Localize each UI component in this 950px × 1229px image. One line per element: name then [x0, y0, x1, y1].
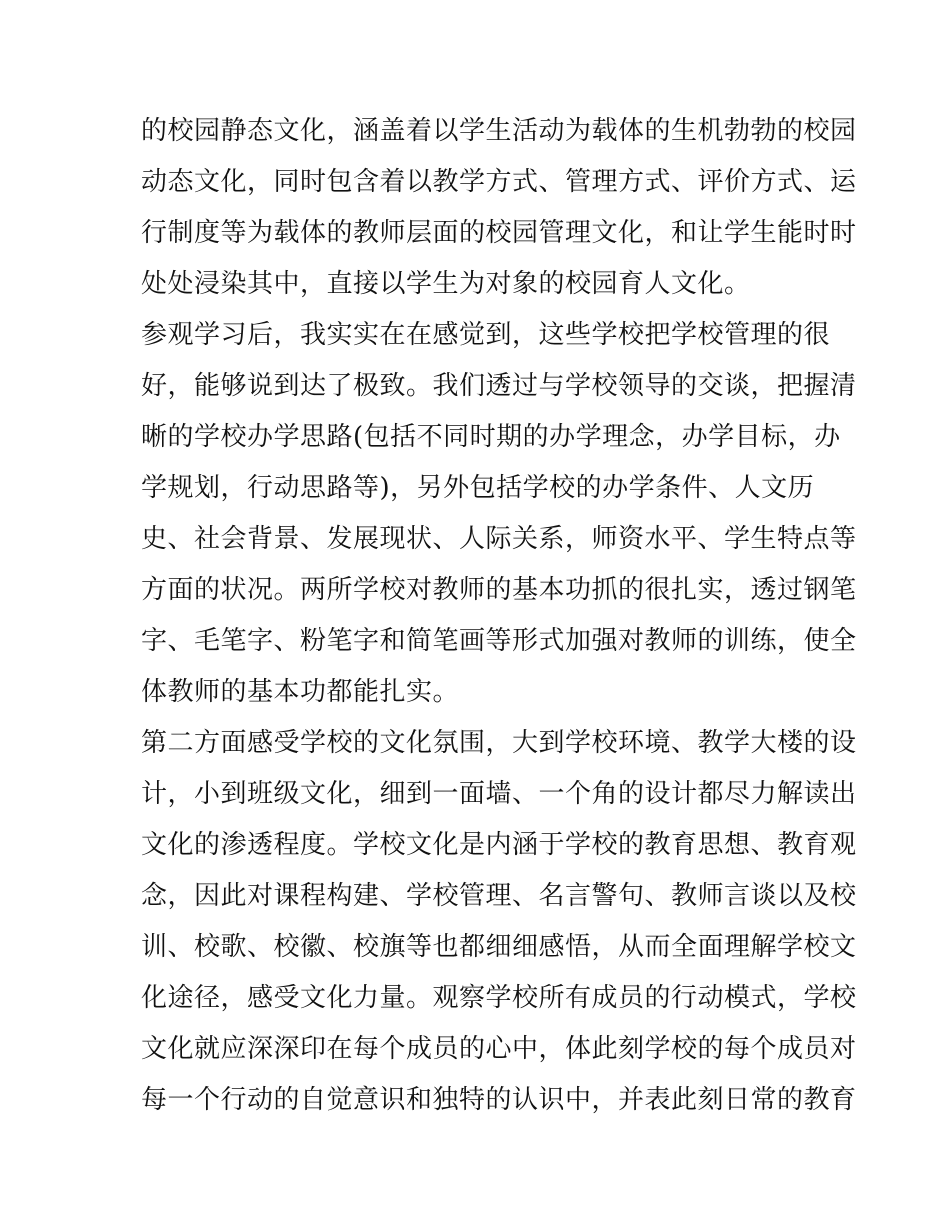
text-line: 第二方面感受学校的文化氛围，大到学校环境、教学大楼的设: [141, 728, 857, 758]
text-line: 处处浸染其中，直接以学生为对象的校园育人文化。: [141, 269, 751, 299]
text-line: 化途径，感受文化力量。观察学校所有成员的行动模式，学校: [141, 983, 857, 1013]
text-line: 动态文化，同时包含着以教学方式、管理方式、评价方式、运: [141, 167, 857, 197]
text-line: 每一个行动的自觉意识和独特的认识中，并表此刻日常的教育: [141, 1085, 857, 1115]
text-line: 文化就应深深印在每个成员的心中，体此刻学校的每个成员对: [141, 1034, 857, 1064]
text-line: 好，能够说到达了极致。我们透过与学校领导的交谈，把握清: [141, 371, 857, 401]
text-line: 文化的渗透程度。学校文化是内涵于学校的教育思想、教育观: [141, 830, 857, 860]
text-line: 计，小到班级文化，细到一面墙、一个角的设计都尽力解读出: [141, 779, 857, 809]
text-line: 体教师的基本功都能扎实。: [141, 677, 460, 707]
text-line: 字、毛笔字、粉笔字和简笔画等形式加强对教师的训练，使全: [141, 626, 857, 656]
body-text: [141, 106, 857, 1126]
text-line: 方面的状况。两所学校对教师的基本功抓的很扎实，透过钢笔: [141, 575, 857, 605]
text-line: 行制度等为载体的教师层面的校园管理文化，和让学生能时时: [141, 218, 857, 248]
text-line: 学规划，行动思路等)，另外包括学校的办学条件、人文历: [141, 473, 815, 503]
text-line: 的校园静态文化，涵盖着以学生活动为载体的生机勃勃的校园: [141, 116, 857, 146]
text-line: 训、校歌、校徽、校旗等也都细细感悟，从而全面理解学校文: [141, 932, 857, 962]
text-line: 史、社会背景、发展现状、人际关系，师资水平、学生特点等: [141, 524, 857, 554]
text-line: 参观学习后，我实实在在感觉到，这些学校把学校管理的很: [141, 320, 831, 350]
text-line: 念，因此对课程构建、学校管理、名言警句、教师言谈以及校: [141, 881, 857, 911]
text-line: 晰的学校办学思路(包括不同时期的办学理念，办学目标，办: [141, 422, 841, 452]
